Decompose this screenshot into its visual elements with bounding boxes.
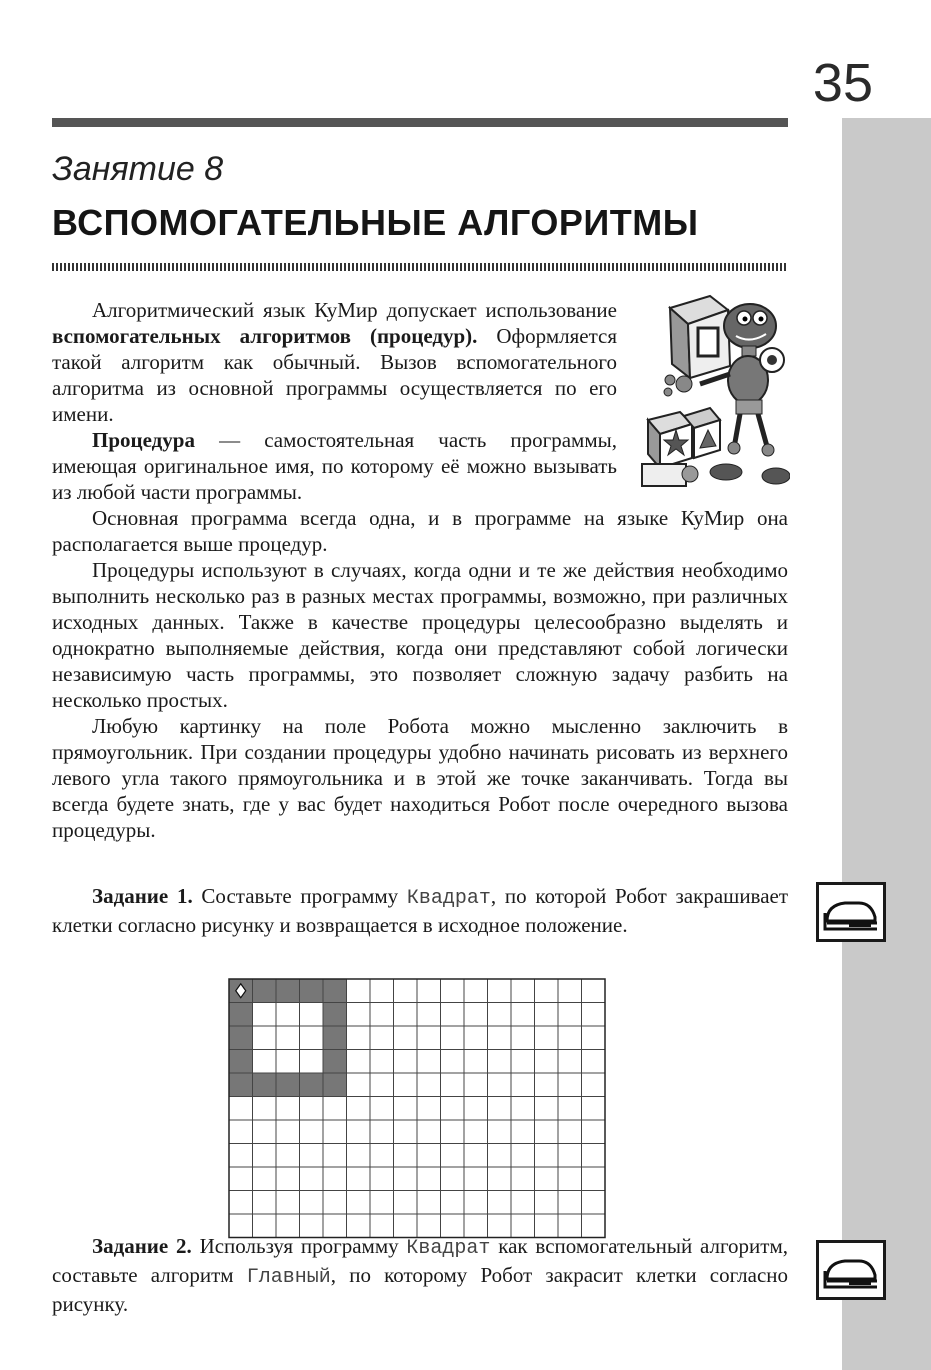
grid-cell [464, 1120, 488, 1144]
grid-cell [441, 1003, 465, 1027]
intro-text [52, 297, 617, 505]
grid-cell [276, 1167, 300, 1191]
grid-cell [441, 1191, 465, 1215]
grid-cell [582, 1026, 606, 1050]
grid-cell [229, 1097, 253, 1121]
task-2-text-a: Используя программу [191, 1234, 407, 1258]
task-1-label: Задание 1. [92, 884, 193, 908]
task-1-text-b: , по которой Робот закрашивает клетки согласно рисунку и возвращается в исходное положение. [52, 884, 789, 937]
grid-cell [370, 1191, 394, 1215]
grid-cell [441, 1167, 465, 1191]
grid-cell [535, 1120, 559, 1144]
task-1 [52, 883, 788, 938]
grid-cell [441, 1120, 465, 1144]
filled-cell [229, 1026, 253, 1050]
robot-illustration [640, 288, 790, 498]
grid-cell [370, 1026, 394, 1050]
grid-cell [394, 1003, 418, 1027]
grid-cell [323, 1097, 347, 1121]
grid-cell [511, 979, 535, 1003]
grid-cell [347, 1026, 371, 1050]
filled-cell [323, 1073, 347, 1097]
grid-cell [488, 1144, 512, 1168]
grid-cell [300, 1167, 324, 1191]
grid-cell [276, 1026, 300, 1050]
grid-cell [441, 1073, 465, 1097]
task-2-code-1: Квадрат [406, 1237, 491, 1260]
grid-cell [558, 1120, 582, 1144]
grid-cell [370, 1050, 394, 1074]
grid-cell [229, 1144, 253, 1168]
grid-cell [394, 1050, 418, 1074]
paragraph-3: Основная программа всегда одна, и в программе на языке КуМир она располагается выше процедур. [52, 506, 788, 556]
grid-cell [582, 1097, 606, 1121]
grid-cell [370, 979, 394, 1003]
grid-cell [464, 1167, 488, 1191]
grid-cell [558, 1050, 582, 1074]
grid-cell [488, 1073, 512, 1097]
grid-cell [370, 1097, 394, 1121]
grid-cell [464, 1050, 488, 1074]
grid-cell [464, 1191, 488, 1215]
task-1-code: Квадрат [406, 887, 491, 910]
side-strip [842, 118, 931, 1370]
grid-cell [582, 1073, 606, 1097]
grid-cell [535, 1144, 559, 1168]
grid-cell [417, 1191, 441, 1215]
grid-cell [347, 1191, 371, 1215]
grid-cell [347, 1120, 371, 1144]
grid-cell [276, 1120, 300, 1144]
grid-cell [253, 1097, 277, 1121]
lesson-title: ВСПОМОГАТЕЛЬНЫЕ АЛГОРИТМЫ [52, 202, 699, 243]
grid-cell [417, 1120, 441, 1144]
filled-cell [253, 1073, 277, 1097]
grid-cell [394, 1097, 418, 1121]
grid-cell [417, 1050, 441, 1074]
grid-cell [253, 1003, 277, 1027]
grid-cell [370, 1003, 394, 1027]
grid-cell [582, 979, 606, 1003]
grid-cell [347, 1144, 371, 1168]
grid-cell [276, 1003, 300, 1027]
grid-cell [535, 1050, 559, 1074]
grid-cell [417, 1073, 441, 1097]
grid-cell [394, 1167, 418, 1191]
task-1-text [52, 883, 788, 938]
page-number: 35 [812, 53, 873, 113]
grid-cell [347, 979, 371, 1003]
grid-cell [300, 1120, 324, 1144]
grid-cell [441, 1026, 465, 1050]
grid-cell [276, 1097, 300, 1121]
grid-cell [417, 1167, 441, 1191]
grid-cell [229, 1167, 253, 1191]
grid-cell [347, 1050, 371, 1074]
grid-cell [582, 1191, 606, 1215]
grid-cell [253, 1026, 277, 1050]
paragraph-2 [52, 427, 617, 505]
task-2-label: Задание 2. [92, 1234, 192, 1258]
filled-cell [253, 979, 277, 1003]
grid-cell [300, 1026, 324, 1050]
grid-cell [488, 1191, 512, 1215]
grid-cell [511, 1050, 535, 1074]
grid-cell [253, 1120, 277, 1144]
grid-cell [488, 1003, 512, 1027]
grid-cell [582, 1003, 606, 1027]
grid-cell [276, 1191, 300, 1215]
grid-cell [441, 1144, 465, 1168]
grid-cell [300, 1097, 324, 1121]
grid-cell [558, 1097, 582, 1121]
task-1-text-a: Составьте программу [192, 884, 407, 908]
grid-cell [535, 1026, 559, 1050]
filled-cell [229, 1003, 253, 1027]
grid-cell [558, 1167, 582, 1191]
header-bar [52, 118, 788, 127]
filled-cell [323, 979, 347, 1003]
p2-text: — самостоятельная часть программы, имеющая оригинальное имя, по которому её можно вызывать из любой части программы. [52, 428, 617, 504]
task-2-code-2: Главный [246, 1266, 331, 1289]
grid-cell [323, 1167, 347, 1191]
grid-cell [394, 979, 418, 1003]
grid-cell [464, 1097, 488, 1121]
grid-cell [300, 1191, 324, 1215]
term-procedure: Процедура [92, 428, 195, 452]
filled-cell [323, 1003, 347, 1027]
grid-cell [558, 979, 582, 1003]
grid-cell [535, 1073, 559, 1097]
grid-cell [582, 1167, 606, 1191]
grid-cell [417, 1026, 441, 1050]
filled-cell [323, 1026, 347, 1050]
grid-cell [370, 1167, 394, 1191]
grid-cell [300, 1003, 324, 1027]
grid-cell [300, 1050, 324, 1074]
grid-cell [582, 1144, 606, 1168]
grid-cell [347, 1167, 371, 1191]
title-divider [52, 263, 788, 271]
lesson-label: Занятие 8 [52, 150, 224, 188]
term-helper-algorithms: вспомогательных алгоритмов (процедур). [52, 324, 478, 348]
grid-cell [347, 1097, 371, 1121]
grid-svg [228, 978, 606, 1239]
grid-cell [558, 1191, 582, 1215]
grid-cell [276, 1050, 300, 1074]
p1-text: Алгоритмический язык КуМир допускает использование [92, 298, 617, 322]
grid-cell [582, 1050, 606, 1074]
grid-cell [488, 1026, 512, 1050]
grid-cell [323, 1191, 347, 1215]
grid-cell [558, 1144, 582, 1168]
grid-cell [323, 1120, 347, 1144]
grid-cell [511, 1003, 535, 1027]
grid-cell [300, 1144, 324, 1168]
computer-mouse-icon [816, 1240, 886, 1300]
grid-cell [535, 979, 559, 1003]
filled-cell [300, 1073, 324, 1097]
filled-cell [229, 1073, 253, 1097]
grid-cell [253, 1167, 277, 1191]
filled-cell [300, 979, 324, 1003]
grid-cell [511, 1097, 535, 1121]
grid-cell [276, 1144, 300, 1168]
grid-cell [511, 1191, 535, 1215]
grid-cell [488, 1120, 512, 1144]
grid-cell [511, 1167, 535, 1191]
grid-cell [394, 1026, 418, 1050]
grid-cell [464, 1073, 488, 1097]
robot-field-grid [228, 978, 606, 1244]
task-2-text-b: как вспомогательный алгоритм, составьте алгоритм [52, 1234, 789, 1287]
grid-cell [417, 979, 441, 1003]
paragraph-5: Любую картинку на поле Робота можно мысленно заключить в прямоугольник. При создании процедуры удобно начинать рисовать из верхнего левого угла такого прямоугольника и в этой же точке заканчивать. Тогда вы всегда будете знать, где у вас будет находиться Робот после очередного вызова процедуры. [52, 714, 788, 842]
filled-cell [229, 1050, 253, 1074]
grid-cell [441, 979, 465, 1003]
task-2 [52, 1233, 788, 1317]
grid-cell [488, 1167, 512, 1191]
grid-cell [253, 1191, 277, 1215]
grid-cell [488, 1097, 512, 1121]
grid-cell [464, 979, 488, 1003]
filled-cell [323, 1050, 347, 1074]
grid-cell [535, 1167, 559, 1191]
grid-cell [370, 1144, 394, 1168]
grid-cell [253, 1144, 277, 1168]
grid-cell [394, 1191, 418, 1215]
grid-cell [417, 1144, 441, 1168]
grid-cell [511, 1120, 535, 1144]
grid-cell [347, 1073, 371, 1097]
computer-mouse-icon [816, 882, 886, 942]
grid-cell [229, 1191, 253, 1215]
grid-cell [535, 1191, 559, 1215]
grid-cell [511, 1073, 535, 1097]
grid-cell [417, 1003, 441, 1027]
grid-cell [535, 1097, 559, 1121]
grid-cell [323, 1144, 347, 1168]
grid-cell [253, 1050, 277, 1074]
grid-cell [441, 1050, 465, 1074]
task-2-text-c: , по которому Робот закрасит клетки согласно рисунку. [52, 1263, 788, 1316]
grid-cell [394, 1144, 418, 1168]
grid-cell [394, 1073, 418, 1097]
grid-cell [558, 1026, 582, 1050]
grid-cell [370, 1120, 394, 1144]
grid-cell [511, 1144, 535, 1168]
grid-cell [488, 979, 512, 1003]
grid-cell [229, 1120, 253, 1144]
paragraph-4: Процедуры используют в случаях, когда одни и те же действия необходимо выполнить несколько раз в разных местах программы, возможно, при различных исходных данных. Также в качестве процедуры целесообразно выделять и однократно выполняемые действия, когда они представляют собой логически независимую часть программы, это позволяет сложную задачу разбить на несколько простых. [52, 558, 788, 712]
grid-cell [558, 1073, 582, 1097]
paragraph-1 [52, 297, 617, 427]
grid-cell [417, 1097, 441, 1121]
grid-cell [464, 1144, 488, 1168]
grid-cell [511, 1026, 535, 1050]
grid-cell [370, 1073, 394, 1097]
grid-cell [535, 1003, 559, 1027]
grid-cell [347, 1003, 371, 1027]
main-text [52, 505, 788, 843]
task-2-text [52, 1233, 788, 1317]
grid-cell [488, 1050, 512, 1074]
filled-cell [276, 1073, 300, 1097]
grid-cell [394, 1120, 418, 1144]
grid-cell [582, 1120, 606, 1144]
grid-cell [441, 1097, 465, 1121]
grid-cell [558, 1003, 582, 1027]
grid-cell [464, 1003, 488, 1027]
filled-cell [276, 979, 300, 1003]
grid-cell [464, 1026, 488, 1050]
p1-text-end: Оформляется такой алгоритм как обычный. Вызов вспомогательного алгоритма из основной программы осуществляется по его имени. [52, 324, 617, 426]
